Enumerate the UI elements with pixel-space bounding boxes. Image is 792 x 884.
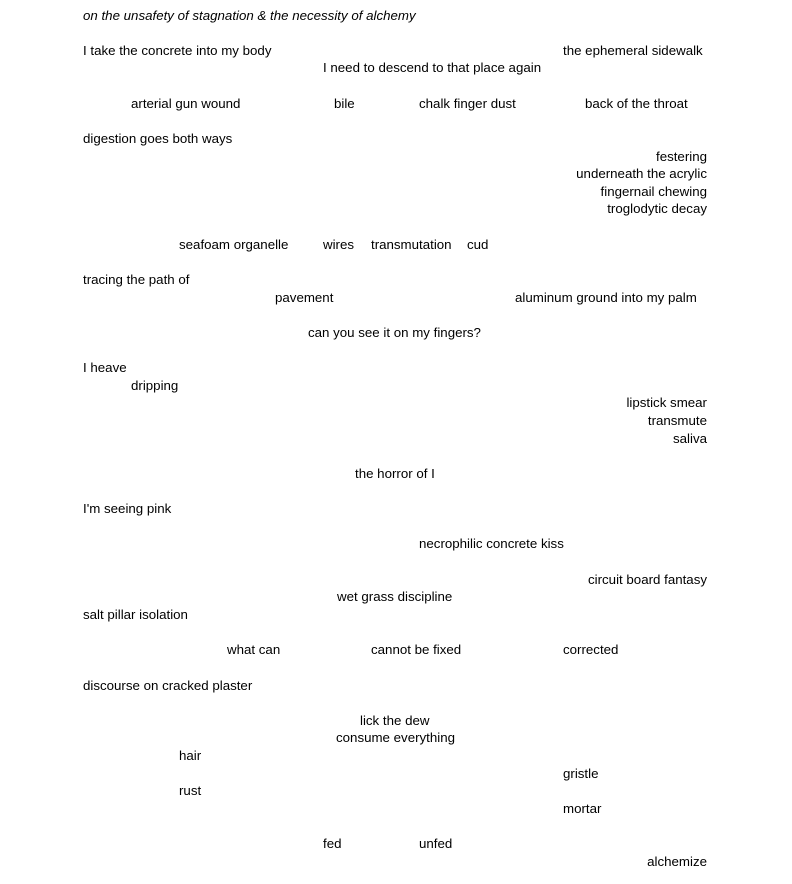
poem-line: hair bbox=[179, 748, 202, 763]
poem-line: dripping bbox=[131, 378, 179, 393]
poem-line: what can bbox=[227, 642, 281, 657]
poem-line: back of the throat bbox=[585, 96, 688, 111]
poem-line: I need to descend to that place again bbox=[323, 60, 542, 75]
poem-line: digestion goes both ways bbox=[83, 131, 233, 146]
poem-line: cannot be fixed bbox=[371, 642, 462, 657]
poem-line: I heave bbox=[83, 360, 127, 375]
poem-line: alchemize bbox=[647, 854, 707, 869]
poem-line: tracing the path of bbox=[83, 272, 190, 287]
poem-line: lipstick smear bbox=[626, 395, 707, 410]
poem-line: wires bbox=[323, 237, 355, 252]
poem-line: cud bbox=[467, 237, 489, 252]
poem-line: underneath the acrylic bbox=[576, 166, 707, 181]
poem-line: arterial gun wound bbox=[131, 96, 241, 111]
poem-line: corrected bbox=[563, 642, 619, 657]
poem-line: festering bbox=[656, 149, 707, 164]
poem-line: unfed bbox=[419, 836, 453, 851]
poem-line: salt pillar isolation bbox=[83, 607, 188, 622]
poem-line: seafoam organelle bbox=[179, 237, 289, 252]
poem-title: on the unsafety of stagnation & the necessity of alchemy bbox=[83, 8, 416, 23]
poem-line: consume everything bbox=[336, 730, 455, 745]
poem-line: the horror of I bbox=[355, 466, 435, 481]
poem-line: circuit board fantasy bbox=[588, 572, 707, 587]
poem-line: aluminum ground into my palm bbox=[515, 290, 697, 305]
poem-line: lick the dew bbox=[360, 713, 430, 728]
poem-line: can you see it on my fingers? bbox=[308, 325, 481, 340]
poem-line: rust bbox=[179, 783, 202, 798]
poem-line: I'm seeing pink bbox=[83, 501, 172, 516]
poem-line: transmute bbox=[647, 413, 707, 428]
poem-line: discourse on cracked plaster bbox=[83, 678, 253, 693]
poem-line: chalk finger dust bbox=[419, 96, 516, 111]
poem-line: the ephemeral sidewalk bbox=[563, 43, 703, 58]
poem-line: troglodytic decay bbox=[607, 201, 707, 216]
poem-line: transmutation bbox=[371, 237, 452, 252]
poem-line: pavement bbox=[275, 290, 334, 305]
poem-line: I take the concrete into my body bbox=[83, 43, 272, 58]
poem-line: gristle bbox=[563, 766, 599, 781]
poem-line: saliva bbox=[673, 431, 707, 446]
poem-line: mortar bbox=[563, 801, 602, 816]
poem-line: wet grass discipline bbox=[337, 589, 453, 604]
poem-line: fingernail chewing bbox=[600, 184, 707, 199]
poem-line: necrophilic concrete kiss bbox=[419, 536, 564, 551]
poem-line: fed bbox=[323, 836, 342, 851]
poem-line: bile bbox=[334, 96, 355, 111]
